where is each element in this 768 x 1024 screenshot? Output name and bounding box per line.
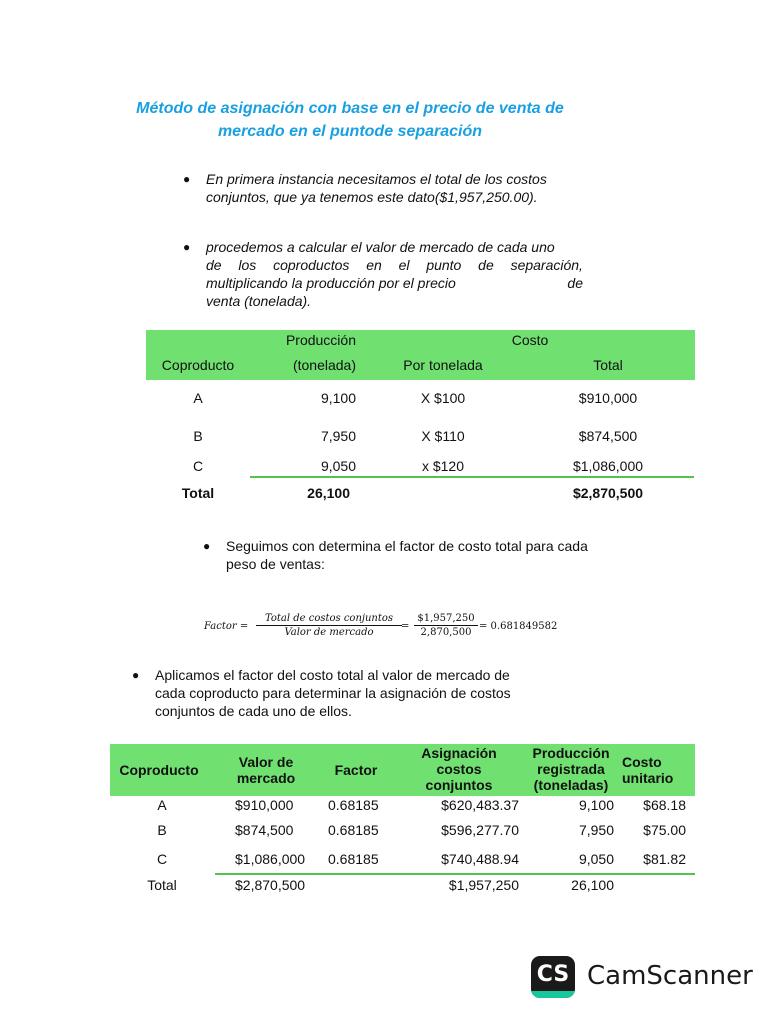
title-line-1: Método de asignación con base en el precio de venta de	[136, 100, 564, 117]
bullet-2-line-3-end: de	[567, 275, 583, 291]
formula-den-1: Valor de mercado	[284, 627, 374, 638]
bullet-2-line-3-text: multiplicando la producción por el precio	[206, 275, 456, 291]
t1-total-produccion: 26,100	[307, 485, 350, 501]
t2-cell-asignacion: $596,277.70	[441, 822, 519, 838]
bullet-3-line-1: Seguimos con determina el factor de costo total para cada	[226, 538, 588, 554]
t2-cell-coproducto: B	[157, 822, 167, 838]
t2-cell-coproducto: A	[157, 797, 167, 813]
t1-cell-coproducto: A	[193, 390, 203, 406]
t2-cell-produccion: 9,050	[578, 851, 614, 867]
factor-formula	[204, 611, 584, 645]
bullet-1-line-2: conjuntos, que ya tenemos este dato($1,957,250.00).	[206, 189, 538, 205]
t2-total-rule	[215, 873, 695, 875]
t2-total-asignacion: $1,957,250	[448, 877, 519, 893]
t1-cell-produccion: 9,050	[320, 458, 356, 474]
t2-header-produccion	[524, 745, 618, 793]
t1-header-total: Total	[593, 357, 623, 373]
t2-header-asig-l1: Asignación	[421, 745, 497, 761]
t2-cell-valor: $1,086,000	[235, 851, 306, 867]
bullet-1	[183, 170, 593, 206]
bullet-dot-icon: ●	[183, 172, 191, 186]
formula-result: = 0.681849582	[479, 621, 558, 632]
formula-fraction-1	[256, 612, 402, 640]
t1-header-coproducto: Coproducto	[161, 357, 235, 373]
bullet-dot-icon: ●	[203, 539, 211, 553]
t1-total-rule	[250, 476, 694, 478]
t2-header-costo-l2: unitario	[622, 770, 674, 786]
bullet-4	[132, 666, 572, 720]
t2-header-costo-l1: Costo	[622, 754, 662, 770]
formula-eq-1: =	[401, 621, 410, 632]
formula-num-2: $1,957,250	[414, 612, 478, 626]
t2-cell-factor: 0.68185	[328, 797, 379, 813]
t1-cell-total: $910,000	[578, 390, 638, 406]
bullet-2-line-2: de los coproductos en el punto de separación,	[206, 257, 583, 273]
t1-cell-coproducto: C	[192, 458, 204, 474]
t1-cell-precio: X $100	[420, 390, 466, 406]
t1-header-produccion: Producción	[285, 332, 356, 348]
t1-cell-precio: X $110	[421, 428, 465, 444]
t2-cell-asignacion: $620,483.37	[441, 797, 519, 813]
bullet-dot-icon: ●	[132, 668, 140, 682]
logo-strip	[531, 991, 575, 998]
camscanner-logo-icon	[531, 956, 575, 998]
t1-header-tonelada: (tonelada)	[292, 357, 356, 373]
t1-total-label: Total	[181, 485, 215, 501]
t1-total-total: $2,870,500	[572, 485, 644, 501]
t1-cell-coproducto: B	[193, 428, 203, 444]
formula-lhs: Factor =	[204, 621, 249, 632]
t2-header-prod-l1: Producción	[532, 745, 610, 761]
t2-header-prod-l2: registrada	[537, 761, 605, 777]
camscanner-brand: CamScanner	[587, 961, 753, 991]
t2-cell-valor: $910,000	[235, 797, 294, 813]
t2-total-produccion: 26,100	[571, 877, 614, 893]
t2-header-coproducto: Coproducto	[119, 762, 199, 778]
title-line-2: mercado en el puntode separación	[217, 123, 483, 140]
t1-cell-produccion: 9,100	[320, 390, 356, 406]
bullet-4-line-3: conjuntos de cada uno de ellos.	[155, 703, 352, 719]
bullet-2	[183, 238, 593, 310]
formula-num-1: Total de costos conjuntos	[256, 612, 402, 626]
t2-header-valor	[214, 754, 318, 786]
bullet-4-line-1: Aplicamos el factor del costo total al valor de mercado de	[155, 667, 510, 683]
t2-header-prod-l3: (toneladas)	[533, 777, 609, 793]
formula-fraction-2	[414, 612, 478, 640]
t2-cell-produccion: 9,100	[578, 797, 614, 813]
t2-cell-coproducto: C	[156, 851, 168, 867]
t1-cell-total: $874,500	[578, 428, 638, 444]
bullet-dot-icon: ●	[183, 240, 191, 254]
formula-den-2: 2,870,500	[420, 627, 472, 638]
t2-total-label: Total	[147, 877, 177, 893]
bullet-3	[203, 537, 643, 573]
t2-header-asignacion	[404, 745, 514, 793]
t1-cell-produccion: 7,950	[320, 428, 356, 444]
t2-header-asig-l3: conjuntos	[425, 777, 493, 793]
t2-header-factor: Factor	[334, 762, 378, 778]
page-title	[100, 97, 600, 143]
t2-cell-valor: $874,500	[235, 822, 294, 838]
bullet-3-line-2: peso de ventas:	[226, 556, 325, 572]
t2-header-valor-l1: Valor de	[238, 754, 294, 770]
bullet-2-line-1: procedemos a calcular el valor de mercado de cada uno	[206, 239, 555, 255]
t2-header-costo	[622, 754, 692, 786]
bullet-4-line-2: cada coproducto para determinar la asignación de costos	[155, 685, 511, 701]
t2-cell-asignacion: $740,488.94	[441, 851, 519, 867]
t1-header-por-tonelada: Por tonelada	[403, 357, 483, 373]
bullet-2-line-3	[206, 274, 583, 292]
t1-cell-total: $1,086,000	[572, 458, 644, 474]
t2-cell-factor: 0.68185	[328, 851, 379, 867]
bullet-1-line-1: En primera instancia necesitamos el total de los costos	[206, 171, 547, 187]
bullet-2-line-4: venta (tonelada).	[206, 293, 312, 309]
t2-header-asig-l2: costos	[436, 761, 482, 777]
t2-cell-unitario: $68.18	[643, 797, 686, 813]
t2-cell-produccion: 7,950	[578, 822, 614, 838]
t2-total-valor: $2,870,500	[235, 877, 306, 893]
t2-cell-unitario: $81.82	[643, 851, 686, 867]
t2-cell-factor: 0.68185	[328, 822, 379, 838]
logo-letters: CS	[536, 962, 570, 987]
t1-header-costo: Costo	[511, 332, 549, 348]
t1-cell-precio: x $120	[421, 458, 465, 474]
t2-header-valor-l2: mercado	[236, 770, 296, 786]
t2-cell-unitario: $75.00	[643, 822, 686, 838]
